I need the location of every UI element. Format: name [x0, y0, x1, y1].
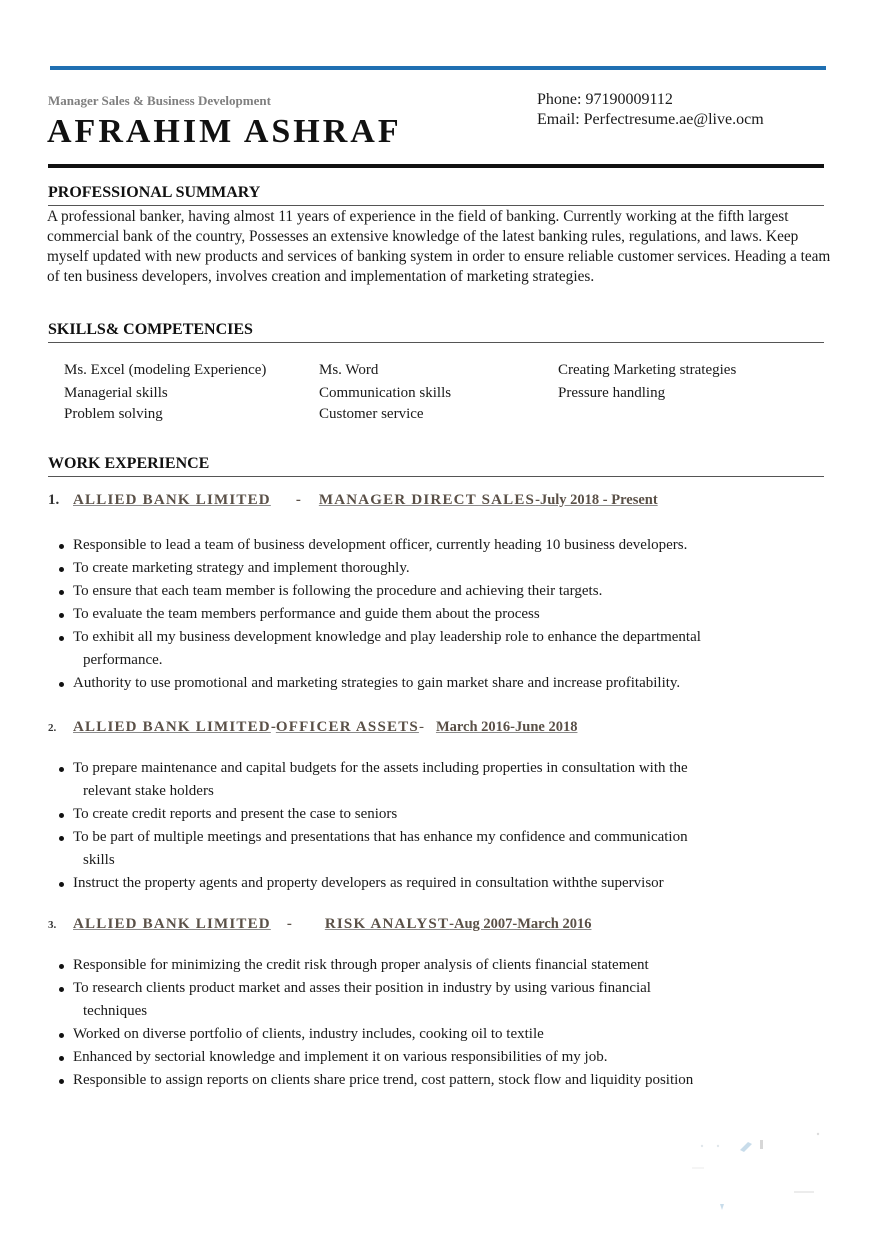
company-name: ALLIED BANK LIMITED: [73, 916, 271, 932]
summary-rule: [48, 205, 824, 206]
skills-row: [64, 406, 824, 427]
experience-rule: [48, 476, 824, 477]
skill-item: Ms. Excel (modeling Experience): [64, 362, 267, 378]
skill-item: Pressure handling: [558, 385, 666, 401]
skills-rule: [48, 342, 824, 343]
job-1-duties: [56, 534, 816, 695]
list-item: To be part of multiple meetings and presentations that has enhance my confidence and communication skills: [56, 826, 816, 872]
list-item: To research clients product market and asses their position in industry by using various financial techniques: [56, 977, 816, 1023]
summary-text: A professional banker, having almost 11 years of experience in the field of banking. Currently working at the fifth largest commercial bank of the country, Possesses an extensive knowledge of the latest banking rules, regulations, and laws. Keep myself updated with new products and services of banking system in order to ensure reliable customer services. Heading a team of ten business developers, involves creation and implementation of marketing strategies.: [47, 208, 831, 285]
list-item: Instruct the property agents and property developers as required in consultation withthe supervisor: [56, 872, 816, 895]
job-number: 3.: [48, 919, 57, 931]
skill-item: Communication skills: [319, 385, 452, 401]
separator: -: [295, 492, 301, 508]
candidate-name: AFRAHIM ASHRAF: [47, 113, 402, 150]
job-dates: March 2016-June 2018: [435, 719, 578, 735]
skill-item: Customer service: [319, 406, 424, 422]
job-title: MANAGER DIRECT SALES: [318, 492, 536, 508]
company-name: ALLIED BANK LIMITED: [73, 719, 271, 735]
job-2-duties: [56, 757, 816, 895]
watermark-icon: [690, 1130, 830, 1220]
skill-item: Managerial skills: [64, 385, 168, 401]
company-name: ALLIED BANK LIMITED: [73, 492, 271, 508]
list-item: To create marketing strategy and implement thoroughly.: [56, 557, 816, 580]
skills-grid: [64, 362, 824, 427]
skill-item: Problem solving: [64, 406, 163, 422]
job-heading: [48, 492, 658, 509]
separator: -: [418, 719, 424, 735]
job-dates: -July 2018 - Present: [535, 492, 658, 508]
list-item: To exhibit all my business development knowledge and play leadership role to enhance the departmental performance.: [56, 626, 816, 672]
job-heading: [48, 916, 591, 933]
list-item: Responsible to lead a team of business development officer, currently heading 10 business developers.: [56, 534, 816, 557]
job-number: 2.: [48, 722, 57, 734]
experience-heading: WORK EXPERIENCE: [48, 455, 210, 472]
list-item: Enhanced by sectorial knowledge and implement it on various responsibilities of my job.: [56, 1046, 816, 1069]
job-dates: -Aug 2007-March 2016: [449, 916, 592, 932]
skills-row: [64, 385, 824, 406]
job-number: 1.: [48, 492, 60, 508]
list-item: To ensure that each team member is following the procedure and achieving their targets.: [56, 580, 816, 603]
summary-heading: PROFESSIONAL SUMMARY: [48, 184, 261, 201]
header-divider: [48, 164, 824, 168]
skill-item: Ms. Word: [319, 362, 379, 378]
skills-row: [64, 362, 824, 385]
skills-heading: SKILLS& COMPETENCIES: [48, 321, 253, 338]
job-heading: [48, 719, 577, 736]
contact-info: [537, 90, 764, 130]
job-3-duties: [56, 954, 816, 1092]
list-item: Authority to use promotional and marketing strategies to gain market share and increase profitability.: [56, 672, 816, 695]
list-item: Responsible for minimizing the credit risk through proper analysis of clients financial statement: [56, 954, 816, 977]
job-title: OFFICER ASSETS: [275, 719, 419, 735]
phone: Phone: 97190009112: [537, 91, 673, 108]
skill-item: Creating Marketing strategies: [558, 362, 737, 378]
list-item: Worked on diverse portfolio of clients, industry includes, cooking oil to textile: [56, 1023, 816, 1046]
list-item: Responsible to assign reports on clients share price trend, cost pattern, stock flow and liquidity position: [56, 1069, 816, 1092]
job-title: RISK ANALYST: [324, 916, 450, 932]
separator: -: [286, 916, 292, 932]
top-accent-rule: [50, 66, 826, 70]
list-item: To create credit reports and present the case to seniors: [56, 803, 816, 826]
separator: -: [270, 719, 276, 735]
list-item: To evaluate the team members performance and guide them about the process: [56, 603, 816, 626]
list-item: To prepare maintenance and capital budgets for the assets including properties in consultation with the relevant stake holders: [56, 757, 816, 803]
role-title: Manager Sales & Business Development: [48, 93, 271, 108]
email: Email: Perfectresume.ae@live.ocm: [537, 111, 764, 128]
